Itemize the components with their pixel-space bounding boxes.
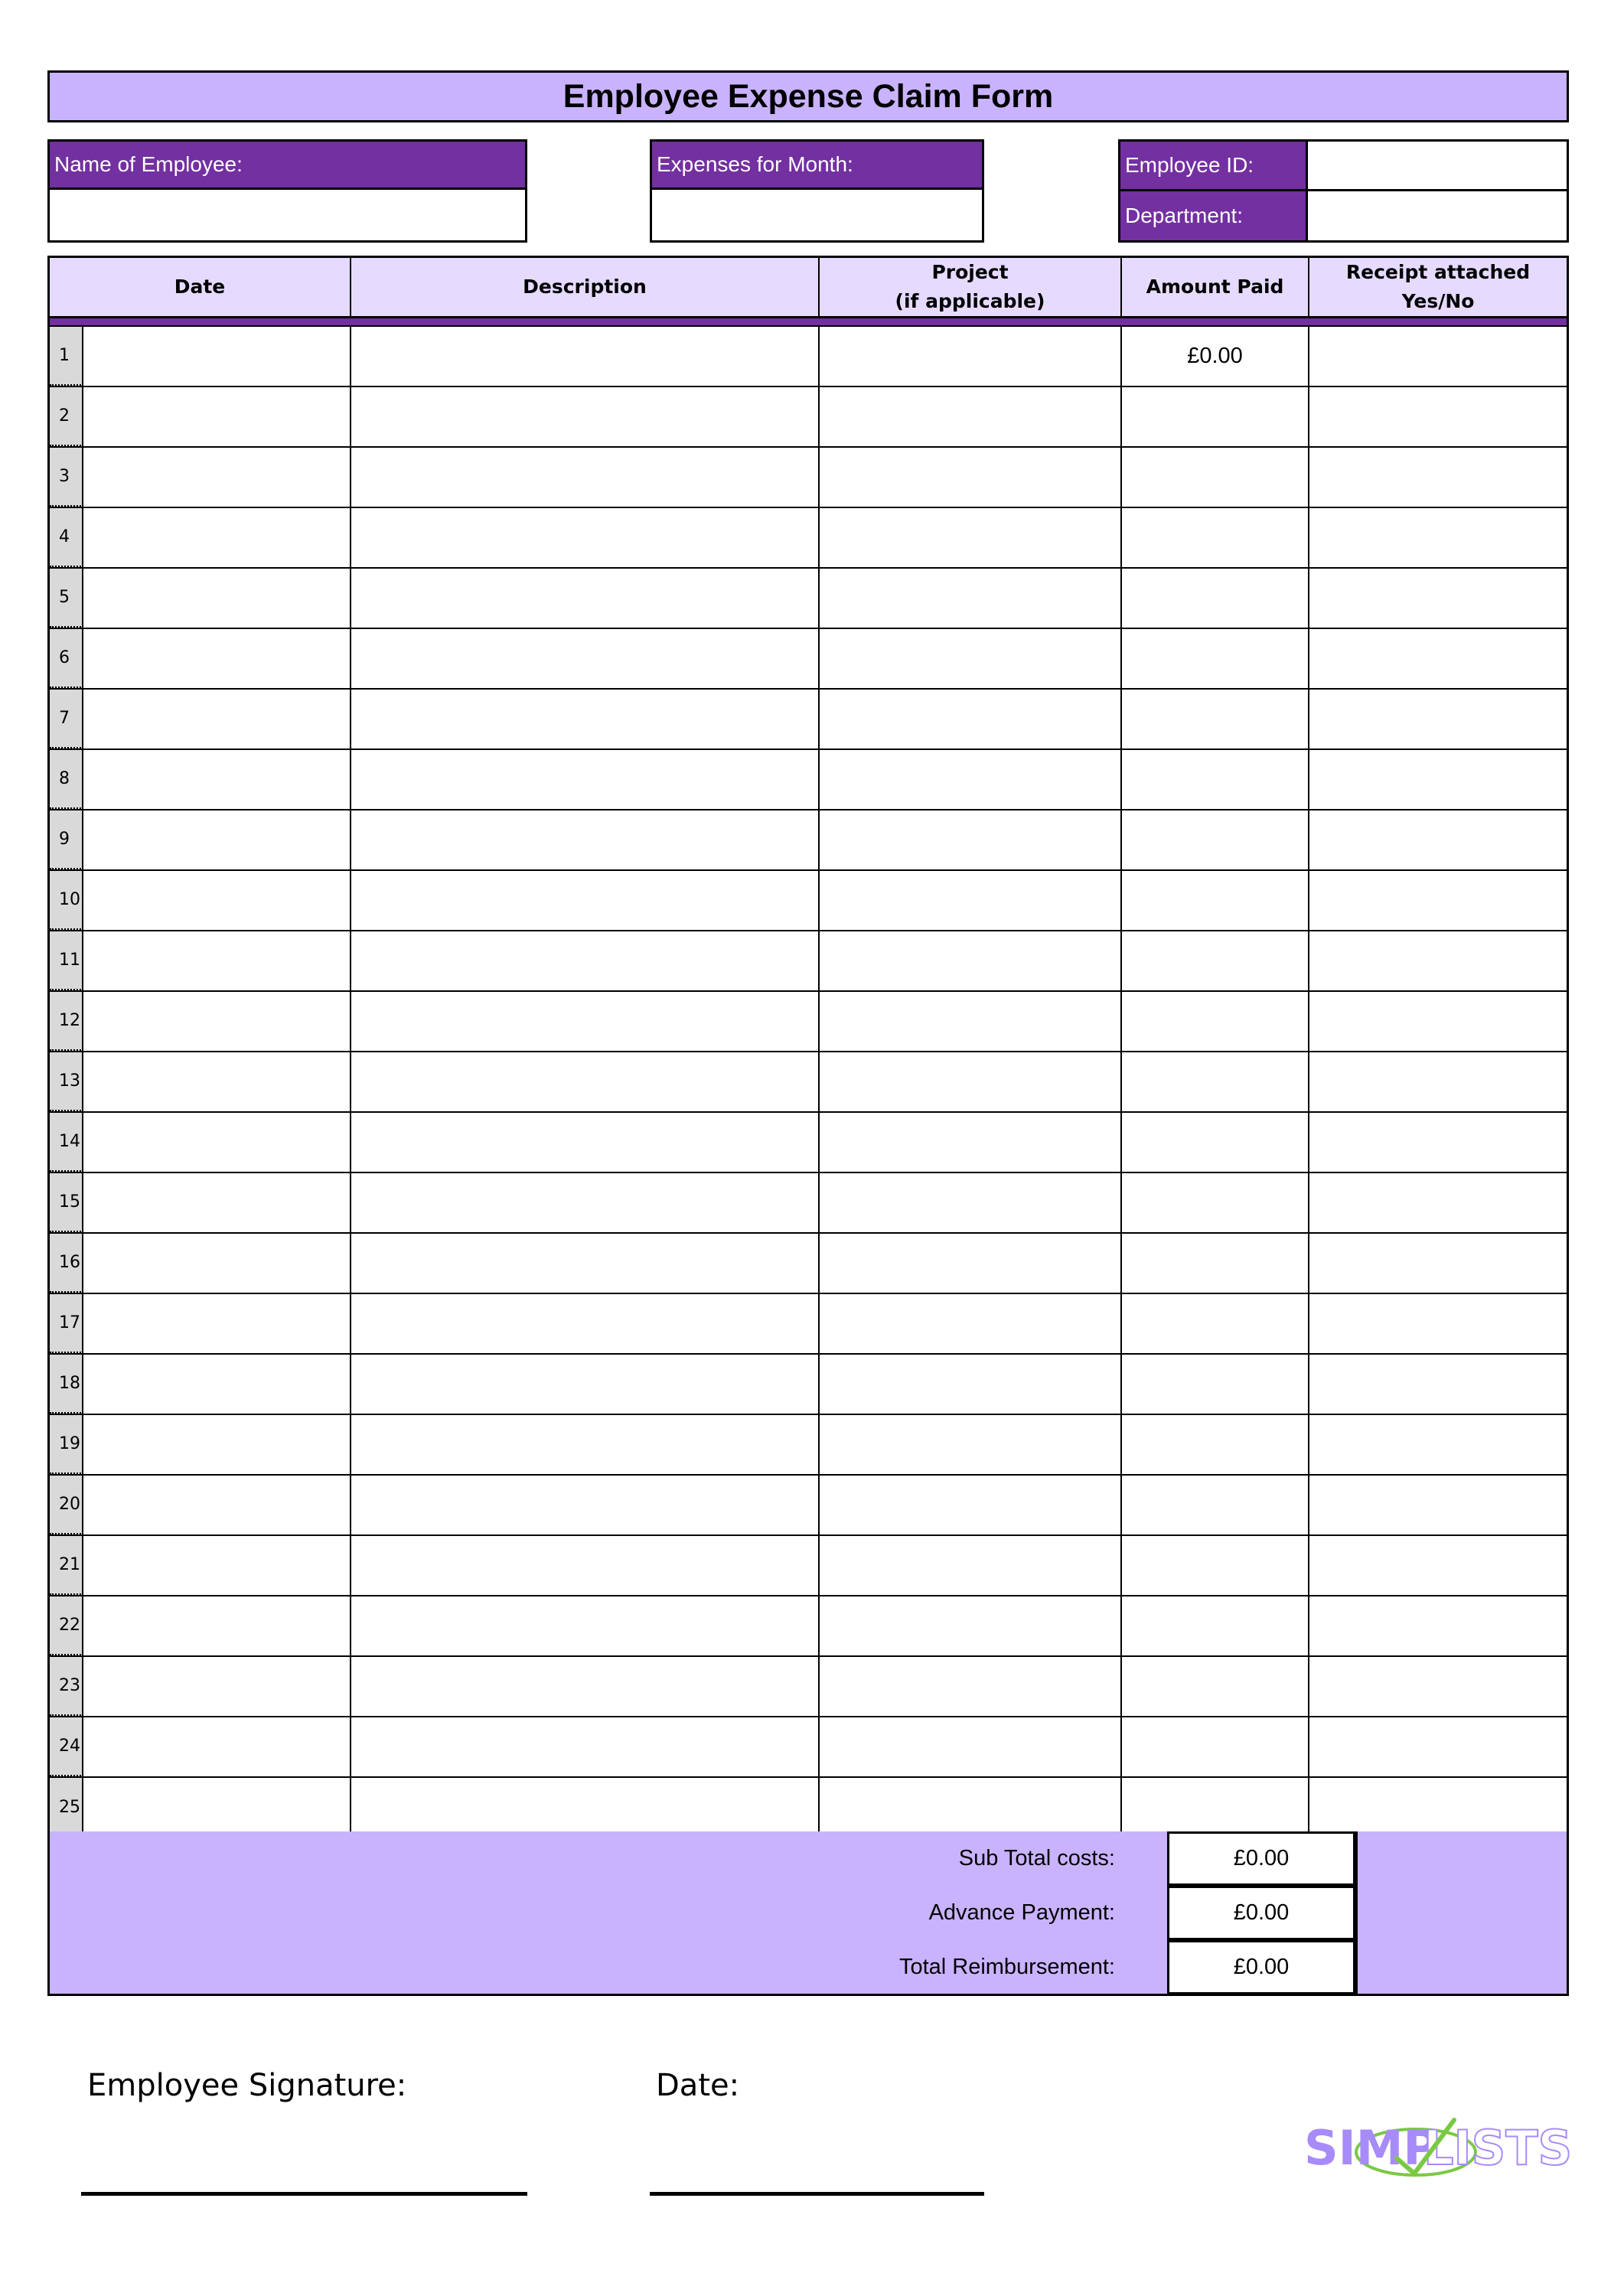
description-cell[interactable]: [351, 387, 820, 446]
amount-cell[interactable]: [1122, 1476, 1309, 1534]
table-row: [50, 871, 1567, 931]
amount-cell[interactable]: [1122, 1415, 1309, 1474]
date-cell[interactable]: [50, 1294, 351, 1353]
description-cell[interactable]: [351, 1778, 820, 1838]
column-receipt-line2: Yes/No: [1401, 290, 1475, 312]
project-cell[interactable]: [820, 1113, 1122, 1172]
description-cell[interactable]: [351, 810, 820, 869]
table-header: [50, 258, 1567, 318]
description-cell[interactable]: [351, 1113, 820, 1172]
table-row: [50, 1113, 1567, 1173]
row-number: 24: [50, 1717, 83, 1776]
project-cell[interactable]: [820, 1052, 1122, 1111]
row-number: 16: [50, 1234, 83, 1293]
amount-cell[interactable]: [1122, 569, 1309, 628]
logo-text-left: SIMP: [1304, 2120, 1438, 2176]
subtotal-label: Sub Total costs:: [958, 1846, 1115, 1870]
subtotal-value: £0.00: [1167, 1831, 1355, 1886]
table-body: [50, 327, 1567, 1838]
project-cell[interactable]: [820, 508, 1122, 567]
date-cell[interactable]: [50, 931, 351, 990]
column-project-line2: (if applicable): [895, 290, 1045, 312]
column-project: [820, 258, 1122, 316]
project-cell[interactable]: [820, 690, 1122, 748]
row-number: 25: [50, 1778, 83, 1838]
date-cell[interactable]: [50, 1052, 351, 1111]
receipt-cell[interactable]: [1309, 1778, 1567, 1838]
receipt-cell[interactable]: [1309, 629, 1567, 688]
row-number: 4: [50, 508, 83, 567]
amount-cell[interactable]: [1122, 690, 1309, 748]
advance-payment-field[interactable]: £0.00: [1167, 1886, 1355, 1940]
description-cell[interactable]: [351, 1596, 820, 1655]
description-cell[interactable]: [351, 871, 820, 930]
employee-name-field[interactable]: [47, 188, 527, 243]
row-number: 14: [50, 1113, 83, 1172]
description-cell[interactable]: [351, 931, 820, 990]
row-number: 6: [50, 629, 83, 688]
row-number: 3: [50, 448, 83, 507]
project-cell[interactable]: [820, 871, 1122, 930]
project-cell[interactable]: [820, 387, 1122, 446]
totals-section: [47, 1831, 1569, 1996]
project-cell[interactable]: [820, 629, 1122, 688]
receipt-cell[interactable]: [1309, 1657, 1567, 1716]
date-cell[interactable]: [50, 1476, 351, 1534]
header-stripe: [50, 318, 1567, 327]
amount-cell[interactable]: [1122, 1355, 1309, 1414]
date-cell[interactable]: [50, 992, 351, 1051]
row-number: 9: [50, 810, 83, 869]
description-cell[interactable]: [351, 1415, 820, 1474]
table-row: [50, 387, 1567, 448]
table-row: [50, 448, 1567, 508]
expense-table: [47, 256, 1569, 1841]
row-number: 5: [50, 569, 83, 628]
logo-graphic: [1301, 2105, 1573, 2189]
amount-cell[interactable]: [1122, 1596, 1309, 1655]
project-cell[interactable]: [820, 1294, 1122, 1353]
row-number: 21: [50, 1536, 83, 1595]
table-row: [50, 1536, 1567, 1596]
project-cell[interactable]: [820, 750, 1122, 809]
table-row: [50, 1052, 1567, 1113]
project-cell[interactable]: [820, 1234, 1122, 1293]
receipt-cell[interactable]: [1309, 1113, 1567, 1172]
simplists-logo: [1301, 2105, 1573, 2189]
amount-cell[interactable]: [1122, 992, 1309, 1051]
project-cell[interactable]: [820, 1173, 1122, 1232]
project-cell[interactable]: [820, 1717, 1122, 1776]
advance-payment-label: Advance Payment:: [928, 1900, 1115, 1925]
receipt-cell[interactable]: [1309, 1476, 1567, 1534]
table-row: [50, 1657, 1567, 1717]
employee-signature-line[interactable]: [81, 2192, 527, 2196]
row-number: 7: [50, 690, 83, 748]
amount-cell[interactable]: [1122, 810, 1309, 869]
receipt-cell[interactable]: [1309, 871, 1567, 930]
table-row: [50, 1294, 1567, 1355]
table-row: [50, 1778, 1567, 1838]
signature-date-label: Date:: [656, 2068, 740, 2103]
receipt-cell[interactable]: [1309, 1415, 1567, 1474]
receipt-cell[interactable]: [1309, 690, 1567, 748]
amount-cell[interactable]: [1122, 871, 1309, 930]
date-cell[interactable]: [50, 1234, 351, 1293]
table-row: [50, 810, 1567, 871]
project-cell[interactable]: [820, 448, 1122, 507]
table-row: [50, 1234, 1567, 1294]
amount-cell[interactable]: [1122, 1536, 1309, 1595]
date-cell[interactable]: [50, 387, 351, 446]
date-cell[interactable]: [50, 1415, 351, 1474]
project-cell[interactable]: [820, 1476, 1122, 1534]
project-cell[interactable]: [820, 1355, 1122, 1414]
amount-cell[interactable]: [1122, 1052, 1309, 1111]
employee-name-label: Name of Employee:: [47, 139, 527, 190]
receipt-cell[interactable]: [1309, 1294, 1567, 1353]
amount-cell[interactable]: £0.00: [1122, 327, 1309, 386]
date-cell[interactable]: [50, 1596, 351, 1655]
row-number: 20: [50, 1476, 83, 1534]
row-number: 18: [50, 1355, 83, 1414]
receipt-cell[interactable]: [1309, 1173, 1567, 1232]
amount-cell[interactable]: [1122, 629, 1309, 688]
logo-text-right: LISTS: [1423, 2120, 1573, 2176]
project-cell[interactable]: [820, 569, 1122, 628]
table-row: [50, 992, 1567, 1052]
date-cell[interactable]: [50, 1536, 351, 1595]
description-cell[interactable]: [351, 1294, 820, 1353]
department-field[interactable]: [1306, 189, 1569, 243]
row-number: 11: [50, 931, 83, 990]
receipt-cell[interactable]: [1309, 1536, 1567, 1595]
row-number: 23: [50, 1657, 83, 1716]
date-cell[interactable]: [50, 750, 351, 809]
date-cell[interactable]: [50, 1717, 351, 1776]
row-number: 10: [50, 871, 83, 930]
receipt-cell[interactable]: [1309, 1052, 1567, 1111]
description-cell[interactable]: [351, 1476, 820, 1534]
row-number: 8: [50, 750, 83, 809]
row-number: 19: [50, 1415, 83, 1474]
date-cell[interactable]: [50, 508, 351, 567]
date-cell[interactable]: [50, 1355, 351, 1414]
row-number: 22: [50, 1596, 83, 1655]
amount-cell[interactable]: [1122, 448, 1309, 507]
column-receipt-line1: Receipt attached: [1345, 261, 1531, 283]
date-cell[interactable]: [50, 1113, 351, 1172]
description-cell[interactable]: [351, 1052, 820, 1111]
amount-cell[interactable]: [1122, 1113, 1309, 1172]
date-cell[interactable]: [50, 690, 351, 748]
table-row: [50, 750, 1567, 810]
amount-cell[interactable]: [1122, 1717, 1309, 1776]
column-description: Description: [351, 258, 820, 316]
receipt-cell[interactable]: [1309, 508, 1567, 567]
column-date: Date: [50, 258, 351, 316]
description-cell[interactable]: [351, 1657, 820, 1716]
row-number: 13: [50, 1052, 83, 1111]
amount-cell[interactable]: [1122, 387, 1309, 446]
receipt-cell[interactable]: [1309, 992, 1567, 1051]
employee-id-label: Employee ID:: [1118, 139, 1308, 191]
description-cell[interactable]: [351, 1536, 820, 1595]
description-cell[interactable]: [351, 1717, 820, 1776]
description-cell[interactable]: [351, 508, 820, 567]
description-cell[interactable]: [351, 1355, 820, 1414]
receipt-cell[interactable]: [1309, 1234, 1567, 1293]
table-row: [50, 1717, 1567, 1778]
project-cell[interactable]: [820, 931, 1122, 990]
employee-id-field[interactable]: [1306, 139, 1569, 191]
table-row: [50, 629, 1567, 690]
description-cell[interactable]: [351, 448, 820, 507]
table-row: [50, 1415, 1567, 1476]
project-cell[interactable]: [820, 810, 1122, 869]
description-cell[interactable]: [351, 629, 820, 688]
project-cell[interactable]: [820, 327, 1122, 386]
table-row: [50, 931, 1567, 992]
project-cell[interactable]: [820, 1536, 1122, 1595]
total-reimbursement-label: Total Reimbursement:: [898, 1955, 1115, 1979]
receipt-cell[interactable]: [1309, 1355, 1567, 1414]
expenses-month-field[interactable]: [650, 188, 984, 243]
column-receipt: [1309, 258, 1567, 316]
receipt-cell[interactable]: [1309, 327, 1567, 386]
date-cell[interactable]: [50, 1173, 351, 1232]
totals-divider: [1355, 1831, 1358, 1996]
table-row: [50, 1173, 1567, 1234]
amount-cell[interactable]: [1122, 931, 1309, 990]
row-number: 2: [50, 387, 83, 446]
receipt-cell[interactable]: [1309, 569, 1567, 628]
description-cell[interactable]: [351, 327, 820, 386]
description-cell[interactable]: [351, 690, 820, 748]
row-number: 17: [50, 1294, 83, 1353]
row-number: 15: [50, 1173, 83, 1232]
description-cell[interactable]: [351, 569, 820, 628]
table-row: [50, 690, 1567, 750]
receipt-cell[interactable]: [1309, 931, 1567, 990]
table-row: [50, 569, 1567, 629]
amount-cell[interactable]: [1122, 508, 1309, 567]
date-cell[interactable]: [50, 871, 351, 930]
total-reimbursement-value: £0.00: [1167, 1940, 1355, 1994]
date-cell[interactable]: [50, 327, 351, 386]
department-label: Department:: [1118, 189, 1308, 243]
amount-cell[interactable]: [1122, 1294, 1309, 1353]
expenses-month-label: Expenses for Month:: [650, 139, 984, 190]
project-cell[interactable]: [820, 1778, 1122, 1838]
project-cell[interactable]: [820, 992, 1122, 1051]
receipt-cell[interactable]: [1309, 448, 1567, 507]
row-number: 12: [50, 992, 83, 1051]
receipt-cell[interactable]: [1309, 750, 1567, 809]
date-cell[interactable]: [50, 569, 351, 628]
receipt-cell[interactable]: [1309, 387, 1567, 446]
date-cell[interactable]: [50, 448, 351, 507]
description-cell[interactable]: [351, 750, 820, 809]
signature-date-line[interactable]: [650, 2192, 984, 2196]
employee-signature-label: Employee Signature:: [87, 2068, 407, 2103]
amount-cell[interactable]: [1122, 1234, 1309, 1293]
project-cell[interactable]: [820, 1657, 1122, 1716]
receipt-cell[interactable]: [1309, 1596, 1567, 1655]
page-title: Employee Expense Claim Form: [47, 70, 1569, 122]
amount-cell[interactable]: [1122, 750, 1309, 809]
table-row: [50, 1476, 1567, 1536]
column-project-line1: Project: [931, 261, 1009, 283]
description-cell[interactable]: [351, 1173, 820, 1232]
date-cell[interactable]: [50, 629, 351, 688]
amount-cell[interactable]: [1122, 1778, 1309, 1838]
table-row: [50, 1355, 1567, 1415]
table-row: [50, 1596, 1567, 1657]
description-cell[interactable]: [351, 992, 820, 1051]
column-amount: Amount Paid: [1122, 258, 1309, 316]
amount-cell[interactable]: [1122, 1173, 1309, 1232]
description-cell[interactable]: [351, 1234, 820, 1293]
project-cell[interactable]: [820, 1415, 1122, 1474]
project-cell[interactable]: [820, 1596, 1122, 1655]
row-number: 1: [50, 327, 83, 386]
table-row: [50, 508, 1567, 569]
table-row: [50, 327, 1567, 387]
amount-cell[interactable]: [1122, 1657, 1309, 1716]
receipt-cell[interactable]: [1309, 810, 1567, 869]
date-cell[interactable]: [50, 1778, 351, 1838]
receipt-cell[interactable]: [1309, 1717, 1567, 1776]
date-cell[interactable]: [50, 810, 351, 869]
date-cell[interactable]: [50, 1657, 351, 1716]
